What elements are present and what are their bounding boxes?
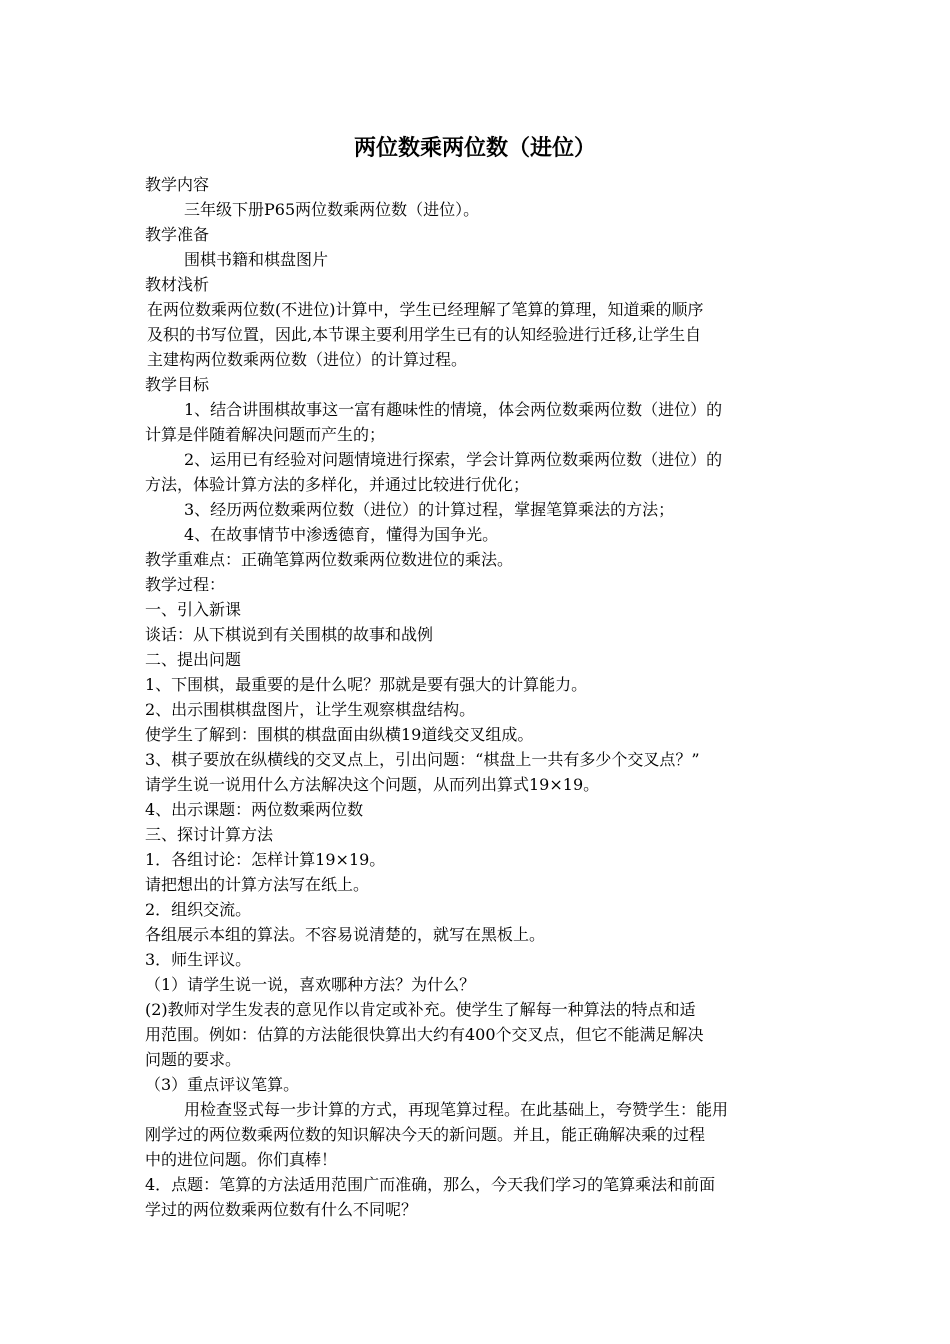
paragraph-line: 2．组织交流。 <box>145 900 252 919</box>
paragraph-line: (2)教师对学生发表的意见作以肯定或补充。使学生了解每一种算法的特点和适 <box>145 1000 696 1019</box>
paragraph-line: 1．各组讨论：怎样计算19×19。 <box>145 850 386 869</box>
paragraph-line: 中的进位问题。你们真棒！ <box>145 1150 338 1169</box>
paragraph-line: 4、在故事情节中渗透德育，懂得为国争光。 <box>184 525 499 544</box>
paragraph-line: 主建构两位数乘两位数（进位）的计算过程。 <box>147 350 468 369</box>
paragraph-line: 各组展示本组的算法。不容易说清楚的，就写在黑板上。 <box>145 925 546 944</box>
paragraph-line: 4、出示课题：两位数乘两位数 <box>145 800 364 819</box>
paragraph-line: 学过的两位数乘两位数有什么不同呢？ <box>145 1200 418 1219</box>
paragraph-line: 请学生说一说用什么方法解决这个问题，从而列出算式19×19。 <box>145 775 600 794</box>
document-title: 两位数乘两位数（进位） <box>353 136 596 161</box>
paragraph-line: （1）请学生说一说，喜欢哪种方法？为什么？ <box>145 975 476 994</box>
paragraph-line: 4．点题：笔算的方法适用范围广而准确，那么，今天我们学习的笔算乘法和前面 <box>145 1175 716 1194</box>
paragraph-line: 计算是伴随着解决问题而产生的； <box>145 425 386 444</box>
paragraph-line: 1、下围棋，最重要的是什么呢？那就是要有强大的计算能力。 <box>145 675 588 694</box>
paragraph-line: 3．师生评议。 <box>145 950 252 969</box>
paragraph-line: 方法，体验计算方法的多样化，并通过比较进行优化； <box>145 475 530 494</box>
section-heading-method: 三、探讨计算方法 <box>145 825 274 844</box>
paragraph-line: 使学生了解到：围棋的棋盘面由纵横19道线交叉组成。 <box>145 725 534 744</box>
paragraph-line: （3）重点评议笔算。 <box>145 1075 300 1094</box>
paragraph-line: 围棋书籍和棋盘图片 <box>184 250 329 269</box>
paragraph-line: 在两位数乘两位数(不进位)计算中，学生已经理解了笔算的算理，知道乘的顺序 <box>147 300 704 319</box>
section-heading-problem: 二、提出问题 <box>145 650 242 669</box>
paragraph-line: 刚学过的两位数乘两位数的知识解决今天的新问题。并且，能正确解决乘的过程 <box>145 1125 706 1144</box>
paragraph-line: 用检查竖式每一步计算的方式，再现笔算过程。在此基础上，夸赞学生：能用 <box>184 1100 729 1119</box>
paragraph-line: 用范围。例如：估算的方法能很快算出大约有400个交叉点，但它不能满足解决 <box>145 1025 704 1044</box>
paragraph-line: 1、结合讲围棋故事这一富有趣味性的情境，体会两位数乘两位数（进位）的 <box>184 400 723 419</box>
heading-teaching-process: 教学过程： <box>145 575 226 594</box>
heading-teaching-goals: 教学目标 <box>145 375 210 394</box>
heading-material-analysis: 教材浅析 <box>145 275 210 294</box>
heading-teaching-content: 教学内容 <box>145 175 210 194</box>
paragraph-line: 2、运用已有经验对问题情境进行探索，学会计算两位数乘两位数（进位）的 <box>184 450 723 469</box>
section-heading-intro: 一、引入新课 <box>145 600 242 619</box>
paragraph-line: 问题的要求。 <box>145 1050 242 1069</box>
paragraph-line: 三年级下册P65两位数乘两位数（进位）。 <box>184 200 480 219</box>
paragraph-line: 3、棋子要放在纵横线的交叉点上，引出问题：“棋盘上一共有多少个交叉点？” <box>145 750 700 769</box>
paragraph-line: 及积的书写位置，因此,本节课主要利用学生已有的认知经验进行迁移,让学生自 <box>147 325 702 344</box>
paragraph-line: 3、经历两位数乘两位数（进位）的计算过程，掌握笔算乘法的方法； <box>184 500 675 519</box>
paragraph-line: 2、出示围棋棋盘图片，让学生观察棋盘结构。 <box>145 700 476 719</box>
heading-key-difficulty: 教学重难点：正确笔算两位数乘两位数进位的乘法。 <box>145 550 514 569</box>
paragraph-line: 请把想出的计算方法写在纸上。 <box>145 875 370 894</box>
paragraph-line: 谈话：从下棋说到有关围棋的故事和战例 <box>145 625 434 644</box>
heading-teaching-preparation: 教学准备 <box>145 225 210 244</box>
